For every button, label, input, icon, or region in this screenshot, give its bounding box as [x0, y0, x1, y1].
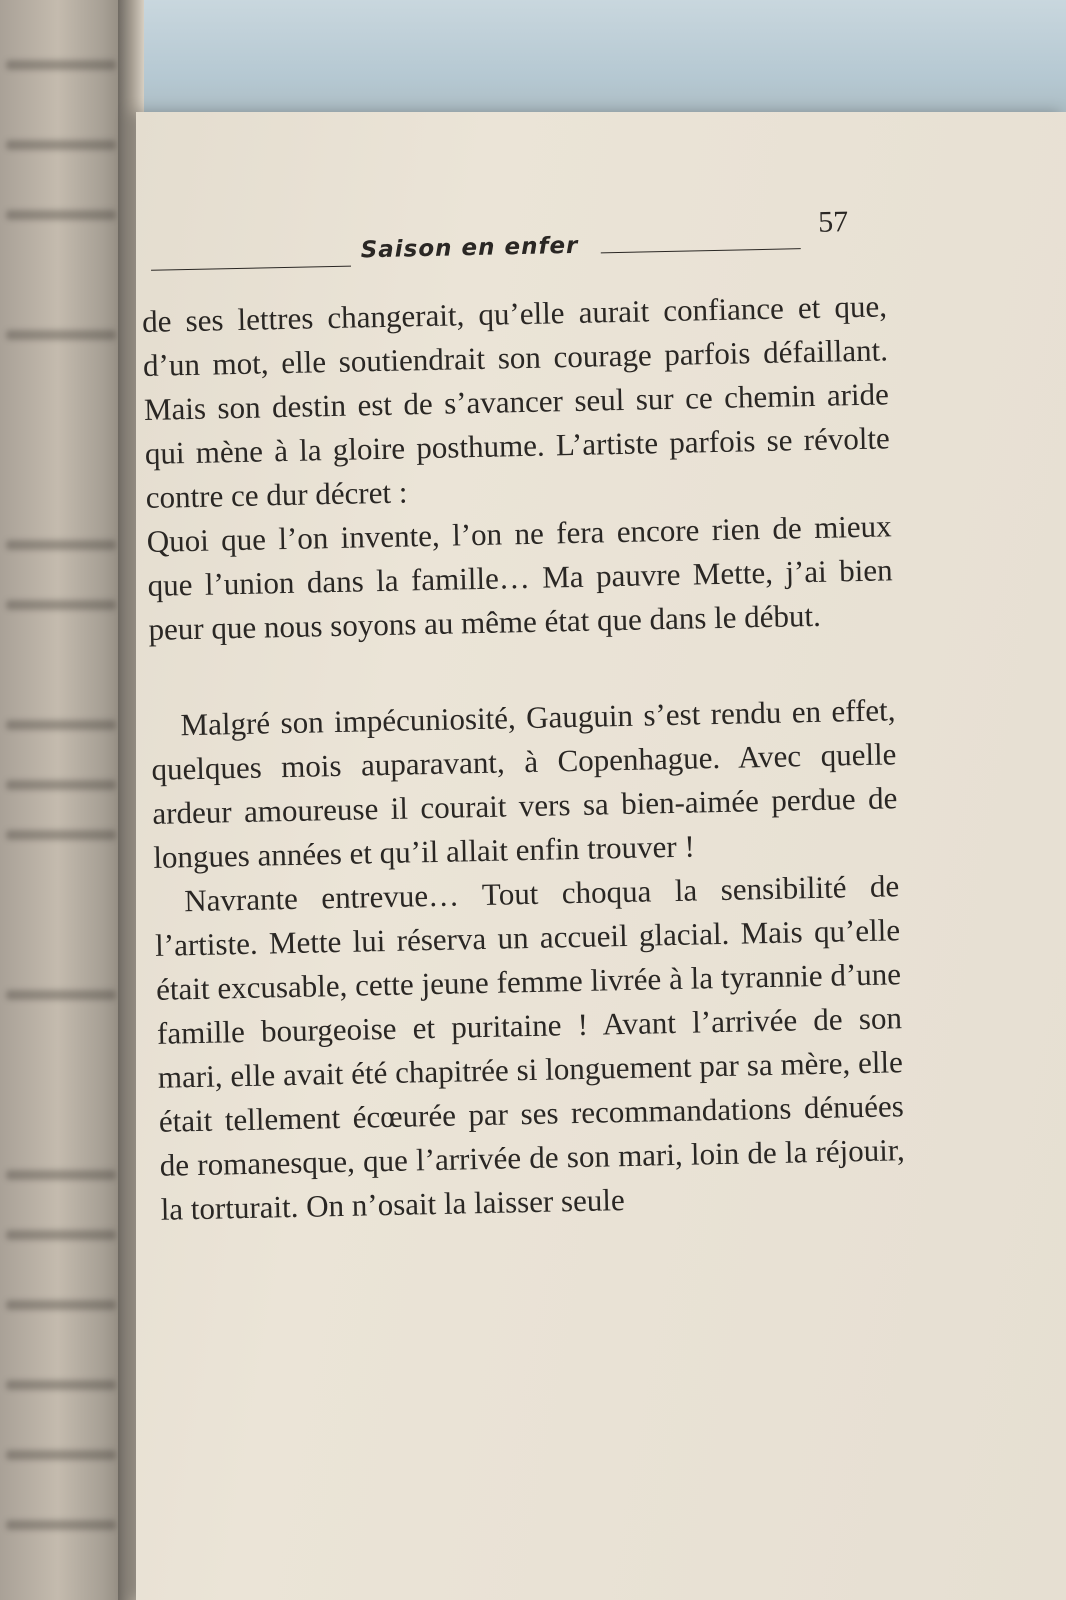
body-text	[142, 284, 906, 1231]
running-title: Saison en enfer	[360, 232, 579, 264]
paragraph-2: Malgré son impécuniosité, Gauguin s’est rendu en effet, quelques mois auparavant, à Copenhague. Avec quelle ardeur amoureuse il courait vers sa bien-aimée perdue de longues années et qu’il allait enfin trouver !	[151, 692, 898, 875]
page-content	[140, 204, 906, 1231]
block-quote: Quoi que l’on invente, l’on ne fera encore rien de mieux que l’union dans la famille… Ma pauvre Mette, j’ai bien peur que nous soyons au même état que dans le début.	[146, 508, 893, 647]
background-cloth	[0, 0, 1066, 130]
header-rule-right	[601, 248, 801, 253]
paragraph-1: de ses lettres changerait, qu’elle aurait confiance et que, d’un mot, elle soutiendrait son courage parfois défaillant. Mais son destin est de s’avancer seul sur ce chemin aride qui mène à la gloire posthume. L’artiste parfois se révolte contre ce dur décret :	[141, 288, 891, 515]
page-number: 57	[817, 205, 849, 239]
facing-page-blurred	[0, 0, 128, 1600]
header-rule-left	[151, 266, 351, 271]
paragraph-3: Navrante entrevue… Tout choqua la sensibilité de l’artiste. Mette lui réserva un accueil glacial. Mais qu’elle était excusable, cette jeune femme livrée à la tyrannie d’une famille bourgeoise et puritaine ! Avant l’arrivée de son mari, elle avait été chapitrée si longuement par sa mère, elle était tellement écœurée par ses recommandations dénuées de romanesque, que l’arrivée de son mari, loin de la réjouir, la torturait. On n’osait la laisser seule	[154, 868, 906, 1227]
